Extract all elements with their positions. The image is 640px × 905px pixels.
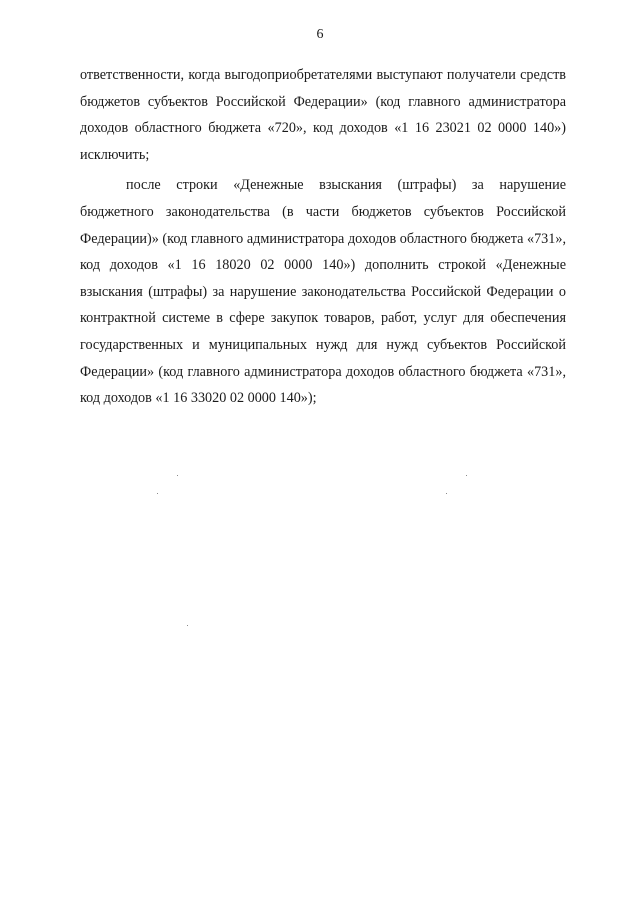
- scan-speck: [157, 493, 158, 494]
- scan-speck: [446, 493, 447, 494]
- scan-speck: [187, 625, 188, 626]
- document-body: [80, 62, 566, 412]
- page-number: 6: [316, 27, 324, 42]
- paragraph-continuation: ответственности, когда выгодоприобретателями выступают получатели средств бюджетов субъектов Российской Федерации» (код главного администратора доходов областного бюджета «720», код доходов «1 16 23021 02 0000 140») исключить;: [80, 67, 566, 163]
- scan-speck: [466, 475, 467, 476]
- paragraph-amendment: после строки «Денежные взыскания (штрафы) за нарушение бюджетного законодательства (в части бюджетов субъектов Российской Федерации)» (код главного администратора доходов областного бюджета «731», код доходов «1 16 18020 02 0000 140») дополнить строкой «Денежные взыскания (штрафы) за нарушение законодательства Российской Федерации о контрактной системе в сфере закупок товаров, работ, услуг для обеспечения государственных и муниципальных нужд для нужд субъектов Российской Федерации» (код главного администратора доходов областного бюджета «731», код доходов «1 16 33020 02 0000 140»);: [80, 177, 566, 407]
- scan-speck: [177, 475, 178, 476]
